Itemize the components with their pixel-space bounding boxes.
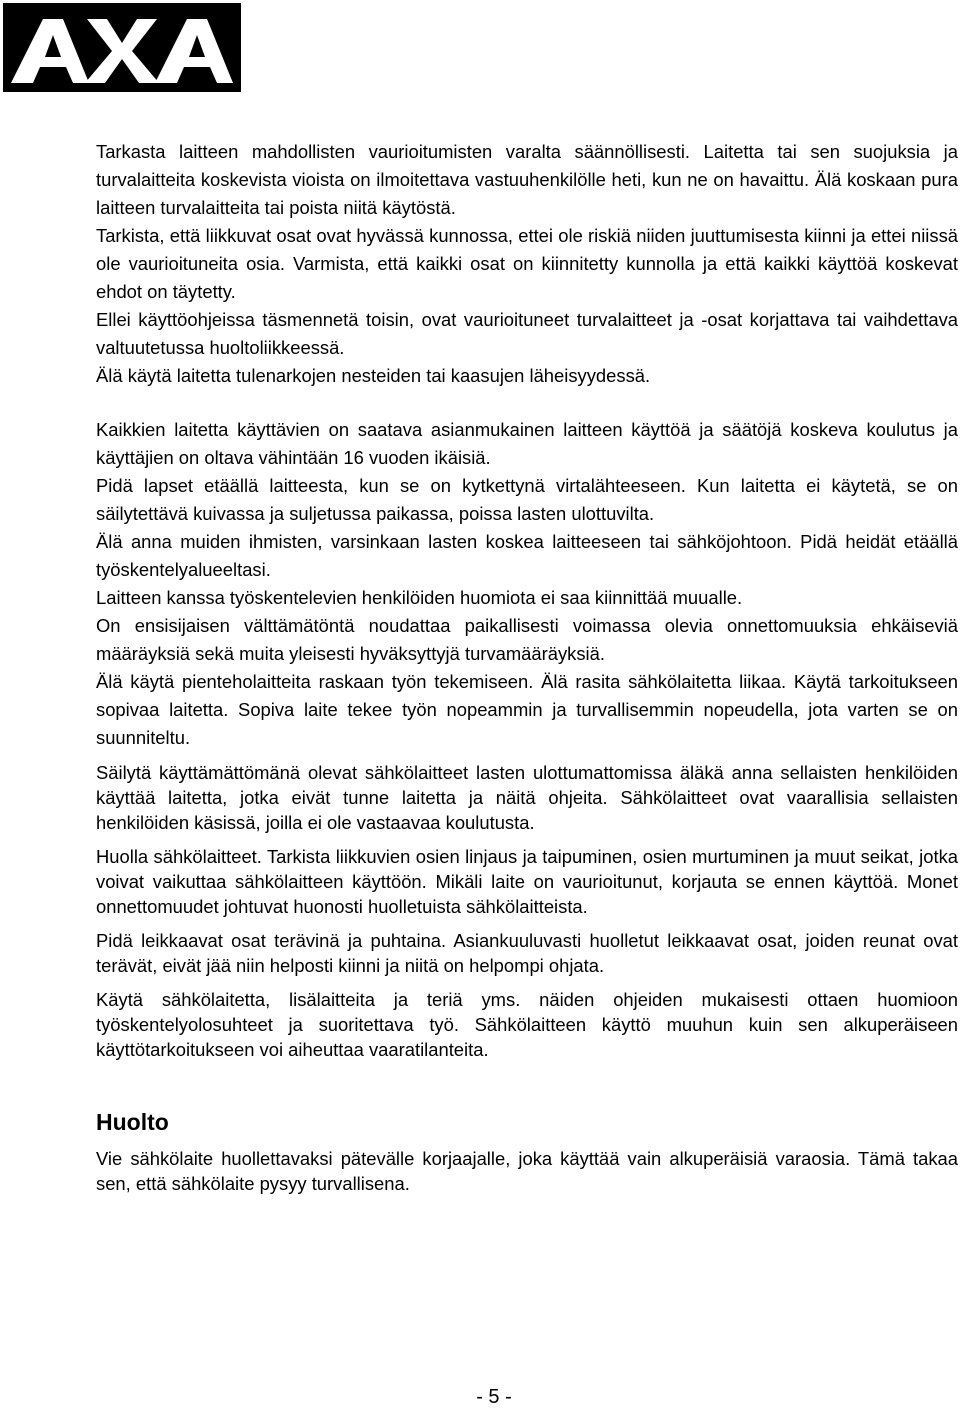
paragraph: On ensisijaisen välttämätöntä noudattaa paikallisesti voimassa olevia onnettomuuksia ehkäiseviä määräyksiä sekä muita yleisesti hyväksyttyjä turvamääräyksiä. xyxy=(96,615,958,664)
paragraph: Huolla sähkölaitteet. Tarkista liikkuvien osien linjaus ja taipuminen, osien murtuminen ja muut seikat, jotka voivat vaikuttaa sähkölaitteen käyttöön. Mikäli laite on vaurioitunut, korjauta se ennen käyttöä. Monet onnettomuudet johtuvat huonosti huolletuista sähkölaitteista. xyxy=(96,846,958,917)
paragraph: Älä anna muiden ihmisten, varsinkaan lasten koskea laitteeseen tai sähköjohtoon. Pidä heidät etäällä työskentelyalueeltasi. xyxy=(96,531,958,580)
paragraph: Älä käytä pienteholaitteita raskaan työn tekemiseen. Älä rasita sähkölaitetta liikaa. Käytä tarkoitukseen sopivaa laitetta. Sopiva laite tekee työn nopeammin ja turvallisemmin nopeudella, jota varten se on suunniteltu. xyxy=(96,671,958,748)
paragraph: Säilytä käyttämättömänä olevat sähkölaitteet lasten ulottumattomissa äläkä anna sellaisten henkilöiden käyttää laitetta, jotka eivät tunne laitetta ja näitä ohjeita. Sähkölaitteet ovat vaarallisia sellaisten henkilöiden käsissä, joilla ei ole vastaavaa koulutusta. xyxy=(96,762,958,833)
paragraph: Pidä leikkaavat osat terävinä ja puhtaina. Asiankuuluvasti huolletut leikkaavat osat, joiden reunat ovat terävät, eivät jää niin helposti kiinni ja niitä on helpompi ohjata. xyxy=(96,930,958,976)
paragraph: Ellei käyttöohjeissa täsmennetä toisin, ovat vaurioituneet turvalaitteet ja -osat korjattava tai vaihdettava valtuutetussa huoltoliikkeessä. xyxy=(96,309,958,358)
page-number: - 5 - xyxy=(476,1386,512,1408)
paragraph: Laitteen kanssa työskentelevien henkilöiden huomiota ei saa kiinnittää muualle. xyxy=(96,587,743,608)
paragraph: Pidä lapset etäällä laitteesta, kun se on kytkettynä virtalähteeseen. Kun laitetta ei käytetä, se on säilytettävä kuivassa ja suljetussa paikassa, poissa lasten ulottuvilta. xyxy=(96,475,958,524)
axa-logo xyxy=(3,3,241,92)
paragraph-huolto: Vie sähkölaite huollettavaksi pätevälle korjaajalle, joka käyttää vain alkuperäisiä varaosia. Tämä takaa sen, että sähkölaite pysyy turvallisena. xyxy=(96,1148,958,1194)
paragraph: Tarkasta laitteen mahdollisten vaurioitumisten varalta säännöllisesti. Laitetta tai sen suojuksia ja turvalaitteita koskevista vioista on ilmoitettava vastuuhenkilölle heti, kun ne on havaittu. Älä koskaan pura laitteen turvalaitteita tai poista niitä käytöstä. xyxy=(96,141,958,218)
paragraph: Kaikkien laitetta käyttävien on saatava asianmukainen laitteen käyttöä ja säätöjä koskeva koulutus ja käyttäjien on oltava vähintään 16 vuoden ikäisiä. xyxy=(96,419,958,468)
axa-logo-icon xyxy=(3,3,241,92)
page-content xyxy=(96,138,958,1196)
paragraph: Tarkista, että liikkuvat osat ovat hyvässä kunnossa, ettei ole riskiä niiden juuttumisesta kiinni ja ettei niissä ole vaurioituneita osia. Varmista, että kaikki osat on kiinnitetty kunnolla ja että kaikki käyttöä koskevat ehdot on täytetty. xyxy=(96,225,958,302)
section-heading-huolto: Huolto xyxy=(96,1109,169,1135)
paragraph: Käytä sähkölaitetta, lisälaitteita ja teriä yms. näiden ohjeiden mukaisesti ottaen huomioon työskentelyolosuhteet ja suoritettava työ. Sähkölaitteen käyttö muuhun kuin sen alkuperäiseen käyttötarkoitukseen voi aiheuttaa vaaratilanteita. xyxy=(96,989,958,1060)
paragraph: Älä käytä laitetta tulenarkojen nesteiden tai kaasujen läheisyydessä. xyxy=(96,365,651,386)
